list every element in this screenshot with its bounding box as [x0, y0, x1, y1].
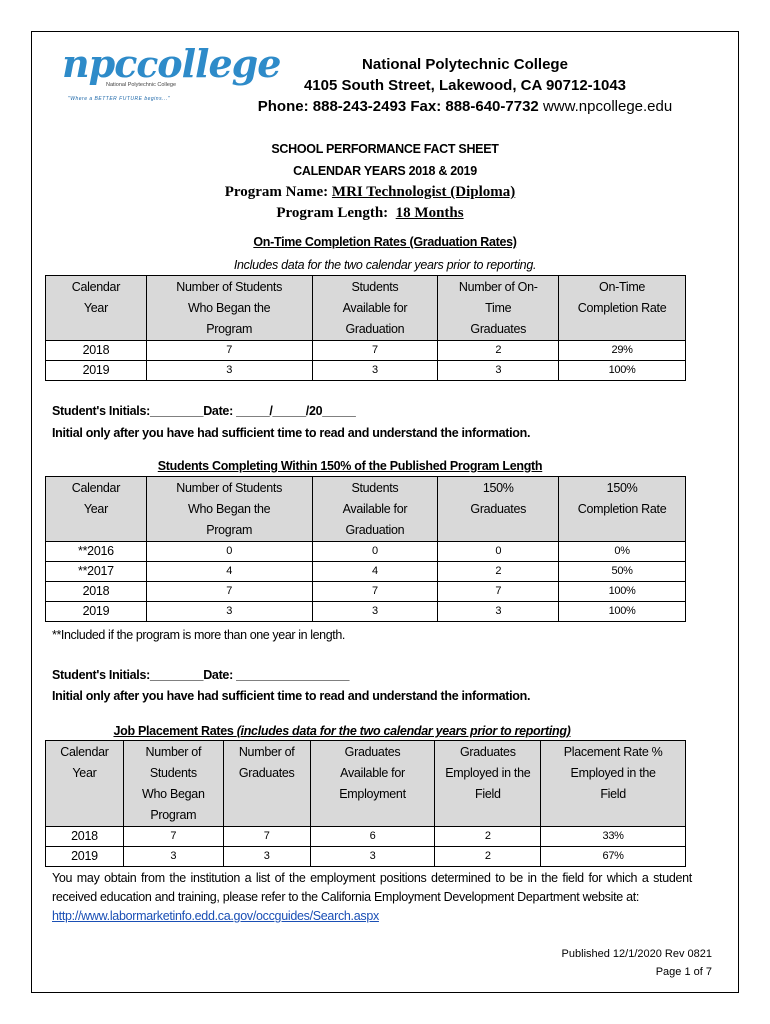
- header-line: Number of On-: [458, 280, 538, 294]
- header-line: Graduates: [459, 745, 516, 759]
- table-cell: 0: [146, 542, 312, 562]
- initials-line-1: Student's Initials:________Date: _____/_____/20_____: [52, 404, 356, 418]
- logo-c: c: [136, 44, 158, 86]
- table-cell: 6: [310, 827, 435, 847]
- ontime-section-title: On-Time Completion Rates (Graduation Rates): [253, 235, 517, 249]
- table-cell: 50%: [559, 562, 686, 582]
- table-cell: 2: [438, 562, 559, 582]
- table-cell: 2019: [46, 847, 124, 867]
- header-line: Placement Rate %: [563, 745, 663, 759]
- table-cell: 67%: [541, 847, 686, 867]
- header-line: Students: [351, 280, 399, 294]
- column-header: [310, 741, 435, 827]
- table-cell: 100%: [559, 602, 686, 622]
- table-cell: 7: [223, 827, 310, 847]
- table-cell: 2: [438, 341, 559, 361]
- header-line: Program: [206, 523, 253, 537]
- table-header-row: [46, 741, 686, 827]
- header-line: Graduation: [345, 322, 405, 336]
- column-header: [559, 276, 686, 341]
- header-line: Graduates: [470, 502, 527, 516]
- table-cell: 3: [312, 361, 438, 381]
- column-header: [541, 741, 686, 827]
- header-line: Completion Rate: [577, 502, 667, 516]
- job-placement-table: [45, 740, 686, 867]
- institution-address: 4105 South Street, Lakewood, CA 90712-1043: [303, 77, 627, 94]
- header-line: Year: [72, 766, 97, 780]
- header-line: 150%: [606, 481, 638, 495]
- table-cell: 4: [146, 562, 312, 582]
- page-number: Page 1 of 7: [655, 966, 712, 978]
- ontime-section-note: Includes data for the two calendar years prior to reporting.: [233, 258, 537, 272]
- placement-title-note: (includes data for the two calendar years prior to reporting): [236, 724, 571, 738]
- table-cell: 7: [312, 341, 438, 361]
- header-line: Year: [83, 502, 108, 516]
- header-line: Employed in the: [570, 766, 656, 780]
- header-line: Students: [351, 481, 399, 495]
- program-name-value: MRI Technologist (Diploma): [331, 184, 516, 200]
- column-header: [46, 741, 124, 827]
- table-cell: 2018: [46, 582, 147, 602]
- header-line: 150%: [482, 481, 514, 495]
- header-line: Graduates: [470, 322, 527, 336]
- table-cell: 7: [312, 582, 438, 602]
- table-cell: 33%: [541, 827, 686, 847]
- table-cell: 2: [435, 827, 541, 847]
- table-cell: 3: [223, 847, 310, 867]
- placement-section-title: [0, 724, 727, 738]
- table-cell: 0: [438, 542, 559, 562]
- institution-contact: [240, 96, 690, 117]
- column-header: [438, 477, 559, 542]
- program-length: [0, 205, 740, 222]
- header-line: Number of: [145, 745, 202, 759]
- column-header: [46, 477, 147, 542]
- table-cell: 2019: [46, 602, 147, 622]
- college-logo: [62, 41, 281, 114]
- fact-sheet-title: SCHOOL PERFORMANCE FACT SHEET: [271, 142, 499, 156]
- table-row: [46, 542, 686, 562]
- logo-subtitle: National Polytechnic College: [106, 82, 177, 88]
- table-cell: 7: [146, 341, 312, 361]
- institution-name: National Polytechnic College: [362, 56, 568, 73]
- header-line: Time: [485, 301, 512, 315]
- header-line: Students: [149, 766, 197, 780]
- employment-info-text: You may obtain from the institution a list of the employment positions determined to be in the field for which a student received education and training, please refer to the California Employment Development Department website at:: [52, 871, 692, 904]
- header-line: Number of: [238, 745, 295, 759]
- calendar-years-title: CALENDAR YEARS 2018 & 2019: [293, 164, 477, 178]
- program-length-value: 18 Months: [395, 205, 464, 221]
- table-cell: 100%: [559, 361, 686, 381]
- table-cell: 2018: [46, 827, 124, 847]
- header-line: Employed in the: [445, 766, 531, 780]
- initials-instruction-2: Initial only after you have had sufficient time to read and understand the information.: [52, 689, 531, 703]
- ontime-completion-table: [45, 275, 686, 381]
- column-header: [438, 276, 559, 341]
- table-row: [46, 562, 686, 582]
- table-cell: 3: [123, 847, 223, 867]
- header-line: Available for: [342, 301, 408, 315]
- column-header: [223, 741, 310, 827]
- header-line: Completion Rate: [577, 301, 667, 315]
- table-row: [46, 361, 686, 381]
- table-cell: 3: [438, 602, 559, 622]
- program-name-label: Program Name:: [224, 184, 329, 200]
- column-header: [312, 276, 438, 341]
- table-cell: 7: [146, 582, 312, 602]
- table-cell: 2019: [46, 361, 147, 381]
- published-revision: Published 12/1/2020 Rev 0821: [561, 948, 712, 960]
- phone-fax: Phone: 888-243-2493 Fax: 888-640-7732: [257, 98, 539, 115]
- column-header: [146, 477, 312, 542]
- column-header: [146, 276, 312, 341]
- header-line: Calendar: [60, 745, 109, 759]
- table-cell: 0: [312, 542, 438, 562]
- table-cell: 4: [312, 562, 438, 582]
- table-row: [46, 827, 686, 847]
- header-line: Number of Students: [176, 280, 283, 294]
- header-line: Graduation: [345, 523, 405, 537]
- header-line: Who Began: [141, 787, 205, 801]
- table-cell: 7: [123, 827, 223, 847]
- edd-website-link[interactable]: http://www.labormarketinfo.edd.ca.gov/occguides/Search.aspx: [52, 909, 379, 923]
- header-line: Available for: [340, 766, 405, 780]
- within150-footnote: **Included if the program is more than one year in length.: [52, 628, 345, 642]
- table-cell: 100%: [559, 582, 686, 602]
- header-line: On-Time: [599, 280, 646, 294]
- placement-title-main: Job Placement Rates: [113, 724, 237, 738]
- table-cell: **2017: [46, 562, 147, 582]
- table-cell: 3: [438, 361, 559, 381]
- employment-info-paragraph: [52, 869, 692, 926]
- header-line: Employment: [339, 787, 406, 801]
- table-cell: 2: [435, 847, 541, 867]
- table-header-row: [46, 477, 686, 542]
- table-cell: 29%: [559, 341, 686, 361]
- within150-section-title: Students Completing Within 150% of the Published Program Length: [157, 459, 543, 473]
- header-line: Field: [475, 787, 501, 801]
- column-header: [46, 276, 147, 341]
- table-cell: 3: [310, 847, 435, 867]
- logo-tagline: "Where a BETTER FUTURE begins...": [68, 96, 171, 102]
- logo-npc: npc: [62, 41, 137, 86]
- initials-line-2: Student's Initials:________Date: _________________: [52, 668, 350, 682]
- table-cell: 2018: [46, 341, 147, 361]
- program-name: [0, 184, 740, 201]
- website-text: www.npcollege.edu: [542, 98, 673, 115]
- header-line: Year: [83, 301, 108, 315]
- column-header: [312, 477, 438, 542]
- header-line: Graduates: [238, 766, 295, 780]
- table-cell: 7: [438, 582, 559, 602]
- table-header-row: [46, 276, 686, 341]
- logo-college-text: ollege: [157, 41, 281, 86]
- header-line: Field: [600, 787, 626, 801]
- header-line: Who Began the: [188, 502, 271, 516]
- header-line: Graduates: [344, 745, 401, 759]
- header-line: Calendar: [71, 280, 121, 294]
- initials-instruction-1: Initial only after you have had sufficient time to read and understand the information.: [52, 426, 531, 440]
- header-line: Program: [150, 808, 197, 822]
- table-cell: 3: [312, 602, 438, 622]
- table-cell: 3: [146, 602, 312, 622]
- column-header: [123, 741, 223, 827]
- header-line: Available for: [342, 502, 408, 516]
- table-row: [46, 847, 686, 867]
- header-line: Who Began the: [188, 301, 271, 315]
- header-line: Number of Students: [176, 481, 283, 495]
- program-length-label: Program Length:: [276, 205, 389, 221]
- within150-table: [45, 476, 686, 622]
- table-cell: 0%: [559, 542, 686, 562]
- table-row: [46, 341, 686, 361]
- table-cell: 3: [146, 361, 312, 381]
- table-row: [46, 602, 686, 622]
- column-header: [435, 741, 541, 827]
- table-row: [46, 582, 686, 602]
- header-line: Calendar: [71, 481, 121, 495]
- header-line: Program: [206, 322, 253, 336]
- column-header: [559, 477, 686, 542]
- table-cell: **2016: [46, 542, 147, 562]
